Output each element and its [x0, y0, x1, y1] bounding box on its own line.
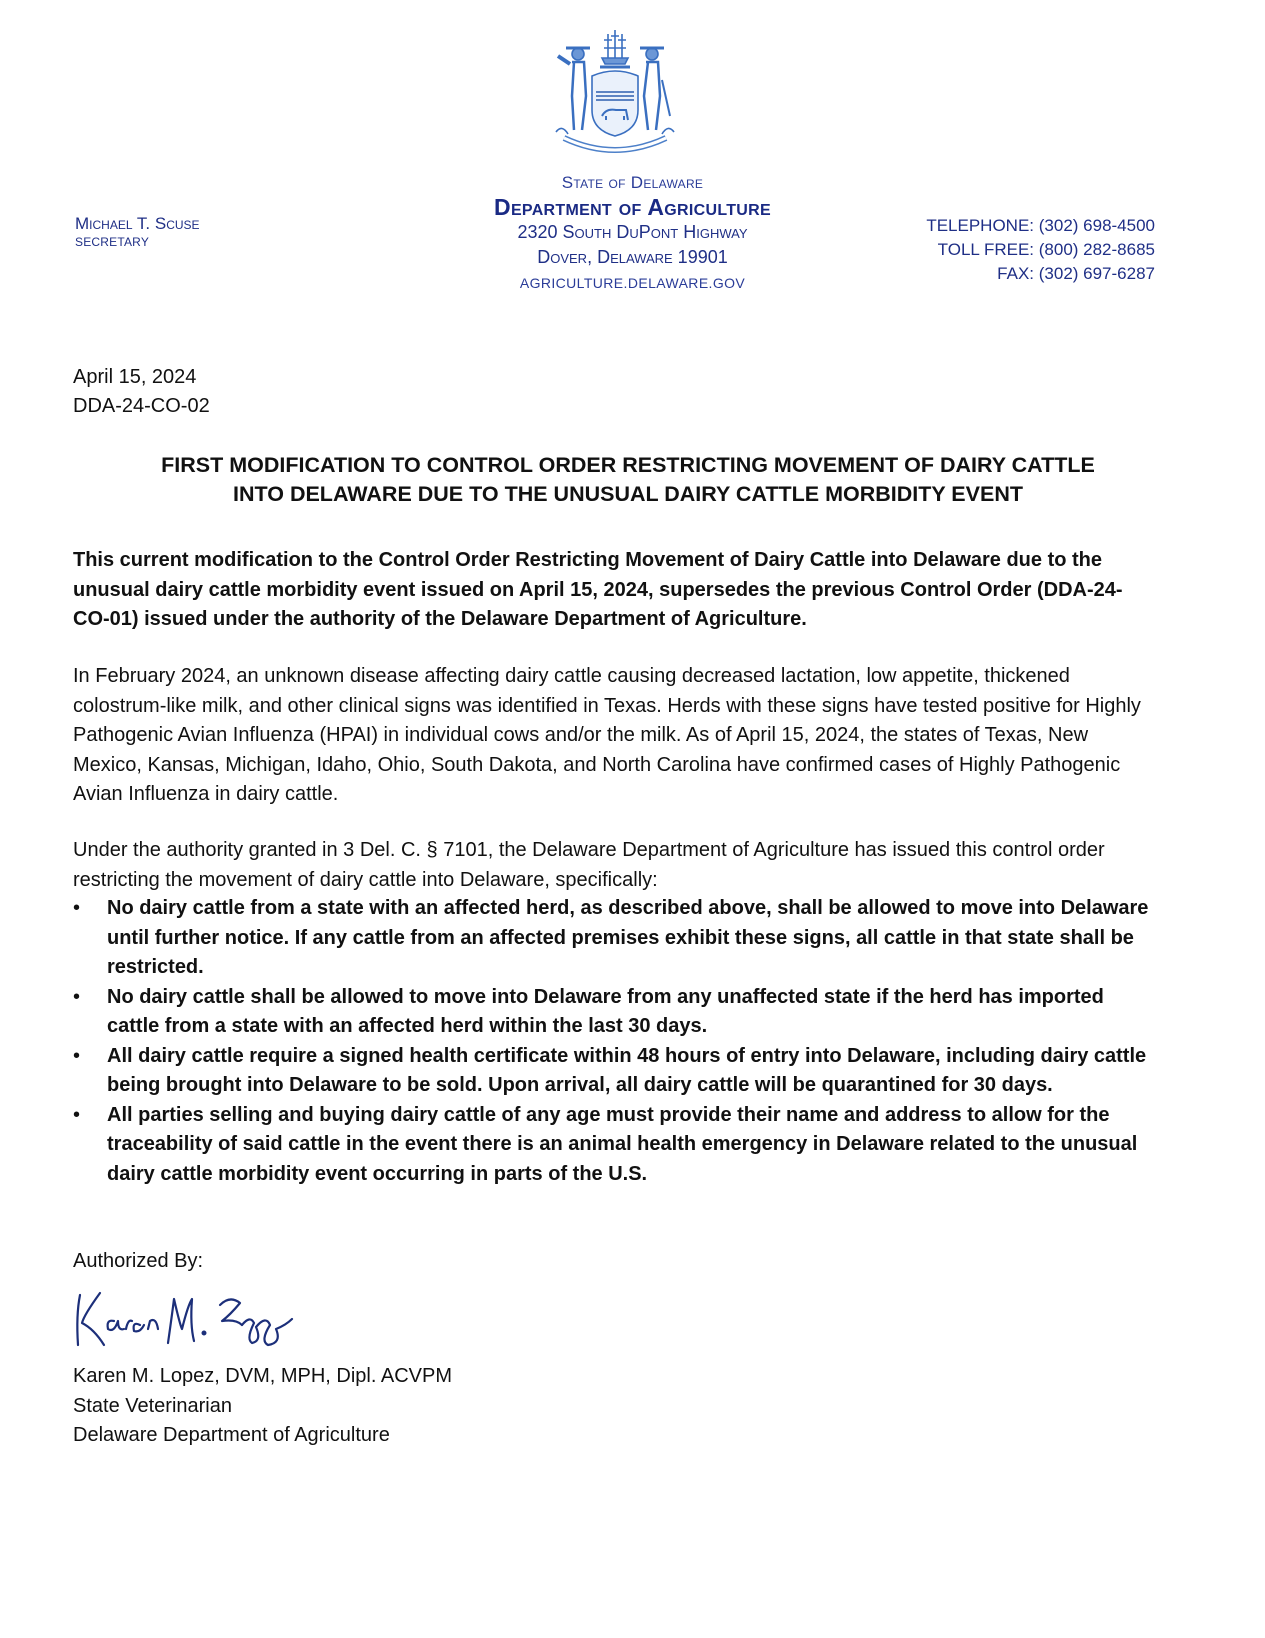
restriction-item — [73, 983, 1153, 1042]
title-line-1: FIRST MODIFICATION TO CONTROL ORDER RESTRICTING MOVEMENT OF DAIRY CATTLE — [161, 453, 1095, 477]
authority-suffix: , the Delaware Department of Agriculture has issued this control order restricting the movement of dairy cattle into Delaware, specifically: — [73, 839, 1105, 891]
state-name: State of Delaware — [561, 173, 704, 192]
title-line-2: INTO DELAWARE DUE TO THE UNUSUAL DAIRY CATTLE MORBIDITY EVENT — [233, 482, 1023, 506]
secretary-title: SECRETARY — [75, 235, 150, 249]
bullet-icon: • — [73, 985, 81, 1008]
background-paragraph: In February 2024, an unknown disease affecting dairy cattle causing decreased lactation, low appetite, thickened colostrum-like milk, and other clinical signs was identified in Texas. Herds with these signs have tested positive for Highly Pathogenic Avian Influenza (HPAI) in individual cows and/or the milk. As of April 15, 2024, the states of Texas, New Mexico, Kansas, Michigan, Idaho, Ohio, South Dakota, and North Carolina have confirmed cases of Highly Pathogenic Avian Influenza in dairy cattle. — [73, 665, 1141, 805]
website-link[interactable]: AGRICULTURE.DELAWARE.GOV — [519, 275, 746, 291]
date-block — [73, 363, 210, 421]
fax-number: FAX: (302) 697-6287 — [997, 264, 1155, 283]
department-name: Department of Agriculture — [494, 194, 771, 220]
address-line-2: Dover, Delaware 19901 — [537, 247, 728, 267]
address-line-1: 2320 South DuPont Highway — [517, 222, 748, 242]
bullet-icon: • — [73, 1044, 81, 1067]
signer-title: State Veterinarian — [73, 1394, 232, 1417]
intro-paragraph: This current modification to the Control Order Restricting Movement of Dairy Cattle into Delaware due to the unusual dairy cattle morbidity event issued on April 15, 2024, supersedes the previous Control Order (DDA-24-CO-01) issued under the authority of the Delaware Department of Agriculture. — [73, 549, 1123, 630]
secretary-block — [75, 214, 200, 250]
signer-block — [73, 1362, 452, 1451]
restriction-text: All parties selling and buying dairy cattle of any age must provide their name and address to allow for the traceability of said cattle in the event there is an animal health emergency in Delaware related to the unusual dairy cattle morbidity event occurring in parts of the U.S. — [107, 1103, 1138, 1185]
contact-block — [926, 214, 1155, 286]
bullet-icon: • — [73, 1103, 81, 1126]
authority-paragraph — [73, 836, 1153, 895]
restriction-text: No dairy cattle from a state with an affected herd, as described above, shall be allowed to move into Delaware until further notice. If any cattle from an affected premises exhibit these signs, all cattle in that state shall be restricted. — [107, 897, 1149, 978]
authorized-by-label: Authorized By: — [73, 1250, 204, 1272]
document-title — [73, 451, 1183, 509]
restriction-text: No dairy cattle shall be allowed to move into Delaware from any unaffected state if the herd has imported cattle from a state with an affected herd within the last 30 days. — [107, 985, 1104, 1037]
delaware-state-seal-icon — [540, 20, 690, 170]
restriction-text: All dairy cattle require a signed health certificate within 48 hours of entry into Delaware, including dairy cattle being brought into Delaware to be sold. Upon arrival, all dairy cattle will be quarantined for 30 days. — [107, 1044, 1147, 1096]
restriction-item — [73, 1042, 1153, 1101]
toll-free-number: TOLL FREE: (800) 282-8685 — [937, 240, 1155, 259]
bullet-icon: • — [73, 897, 81, 919]
telephone-number: TELEPHONE: (302) 698-4500 — [926, 216, 1155, 235]
signer-name: Karen M. Lopez, DVM, MPH, Dipl. ACVPM — [73, 1365, 453, 1387]
restriction-item — [73, 1101, 1153, 1190]
signer-organization: Delaware Department of Agriculture — [73, 1424, 390, 1446]
restriction-item — [73, 894, 1153, 983]
signature-icon — [70, 1285, 300, 1355]
document-date: April 15, 2024 — [73, 366, 197, 388]
order-number: DDA-24-CO-02 — [73, 395, 210, 417]
department-letterhead — [440, 172, 825, 296]
statute-citation: 3 Del. C. § 7101 — [343, 839, 488, 861]
restrictions-list — [73, 894, 1153, 1189]
secretary-name: Michael T. Scuse — [75, 214, 200, 233]
authority-prefix: Under the authority granted in — [73, 839, 344, 861]
